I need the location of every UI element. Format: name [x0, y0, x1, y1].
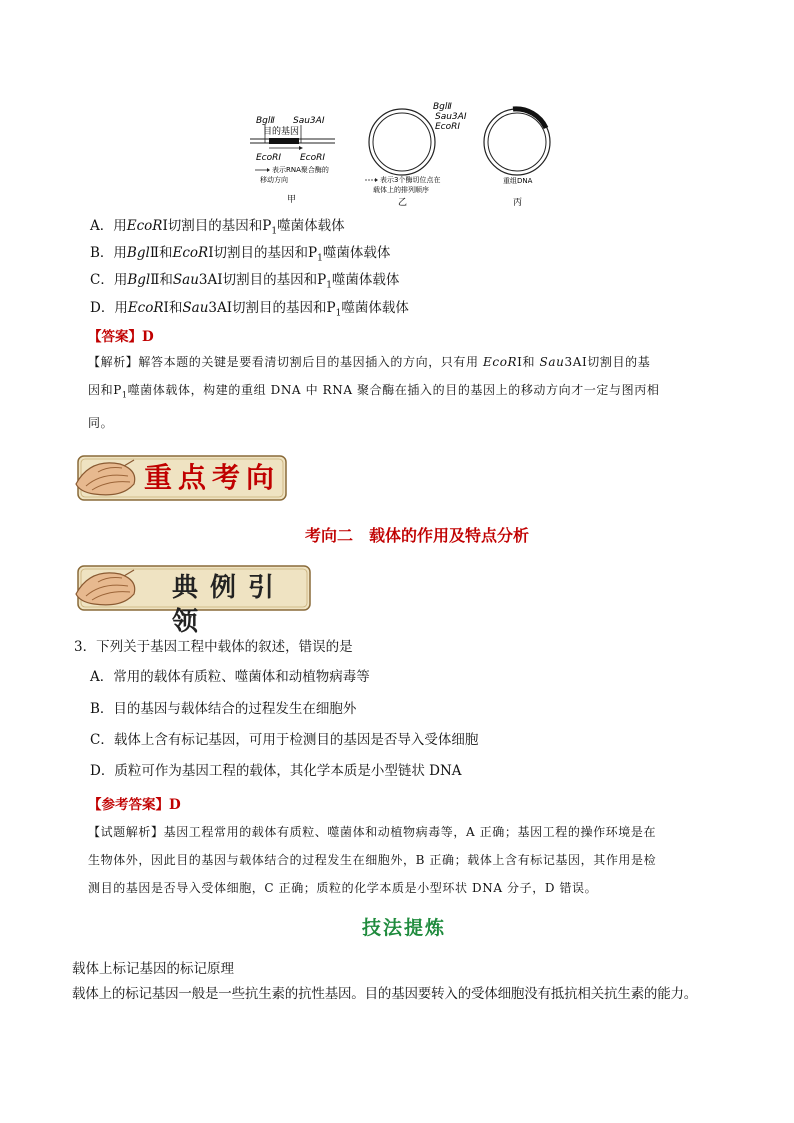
- banner-key-direction: [76, 452, 288, 504]
- yi-note2: 载体上的排列顺序: [373, 186, 429, 194]
- q3-analysis-line: 测目的基因是否导入受体细胞，C 正确；质粒的化学本质是小型环状 DNA 分子，D 错误。: [88, 881, 598, 895]
- jia-eco-left-label: EcoRⅠ: [256, 153, 282, 163]
- jia-gene-label: 目的基因: [263, 127, 300, 137]
- tip-heading: 载体上标记基因的标记原理: [72, 961, 234, 977]
- q3-analysis-line: 生物体外，因此目的基因与载体结合的过程发生在细胞外，B 正确；载体上含有标记基因，其作用是检: [88, 853, 657, 867]
- q2-option-b: B．用BglⅡ和EcoRⅠ切割目的基因和$P_1$噬菌体载体: [90, 245, 391, 264]
- q3-stem: 3．下列关于基因工程中载体的叙述，错误的是: [74, 639, 353, 655]
- q3-analysis-line: 【试题解析】基因工程常用的载体有质粒、噬菌体和动植物病毒等，A 正确；基因工程的操作环境是在: [88, 825, 657, 839]
- banner-example: [76, 562, 312, 637]
- shell-icon: [72, 564, 142, 614]
- tip-title: 技法提炼: [361, 917, 446, 939]
- q3-option-b: B．目的基因与载体结合的过程发生在细胞外: [90, 701, 357, 717]
- shell-icon: [72, 454, 142, 504]
- q2-answer: 【答案】D: [88, 329, 154, 345]
- q3-option-d: D．质粒可作为基因工程的载体，其化学本质是小型链状 DNA: [90, 763, 462, 779]
- jia-eco-right-label: EcoRⅠ: [300, 153, 326, 163]
- yi-bgl-label: BglⅡ: [433, 102, 452, 112]
- banner-key-direction-text: 重点考向: [144, 461, 281, 494]
- figure-jia: [250, 116, 335, 205]
- q2-option-c: C．用BglⅡ和Sau3AⅠ切割目的基因和$P_1$噬菌体载体: [90, 272, 400, 291]
- q3-option-a: A．常用的载体有质粒、噬菌体和动植物病毒等: [90, 669, 370, 685]
- section-title: 考向二 载体的作用及特点分析: [304, 526, 529, 545]
- q3-answer: 【参考答案】D: [88, 797, 181, 813]
- bing-label: 重组DNA: [503, 177, 533, 185]
- jia-bgl-label: BglⅡ: [256, 116, 275, 126]
- jia-note2: 移动方向: [260, 176, 288, 184]
- yi-caption: 乙: [398, 198, 408, 208]
- banner-example-text: 典例引领: [172, 573, 287, 637]
- tip-body: 载体上的标记基因一般是一些抗生素的抗性基因。目的基因要转入的受体细胞没有抵抗相关抗生素的能力。: [72, 986, 698, 1002]
- yi-note1: 表示3个酶切位点在: [380, 176, 441, 184]
- figure: [245, 102, 565, 220]
- yi-eco-label: EcoRⅠ: [435, 122, 461, 132]
- figure-svg: [245, 102, 565, 220]
- jia-note1: 表示RNA聚合酶的: [272, 166, 329, 174]
- q3-option-c: C．载体上含有标记基因，可用于检测目的基因是否导入受体细胞: [90, 732, 479, 748]
- q3-analysis: [88, 818, 738, 902]
- q2-option-d: D．用EcoRⅠ和Sau3AⅠ切割目的基因和$P_1$噬菌体载体: [90, 300, 409, 319]
- jia-caption: 甲: [287, 195, 297, 205]
- figure-yi: [365, 102, 467, 208]
- bing-caption: 丙: [513, 198, 523, 208]
- yi-sau-label: Sau3AⅠ: [435, 112, 467, 122]
- q2-option-a: A．用EcoRⅠ切割目的基因和$P_1$噬菌体载体: [90, 218, 345, 237]
- figure-bing: [484, 109, 550, 208]
- jia-sau-label: Sau3AⅠ: [293, 116, 325, 126]
- q2-analysis: 【解析】解答本题的关键是要看清切割后目的基因插入的方向，只有用 EcoRⅠ和 Sau3AⅠ切割目的基 因和$P_1$噬菌体载体，构建的重组 DNA 中 RNA 聚合酶在插入的目的基因上的移动方向才一定与图丙相 同。: [88, 355, 660, 431]
